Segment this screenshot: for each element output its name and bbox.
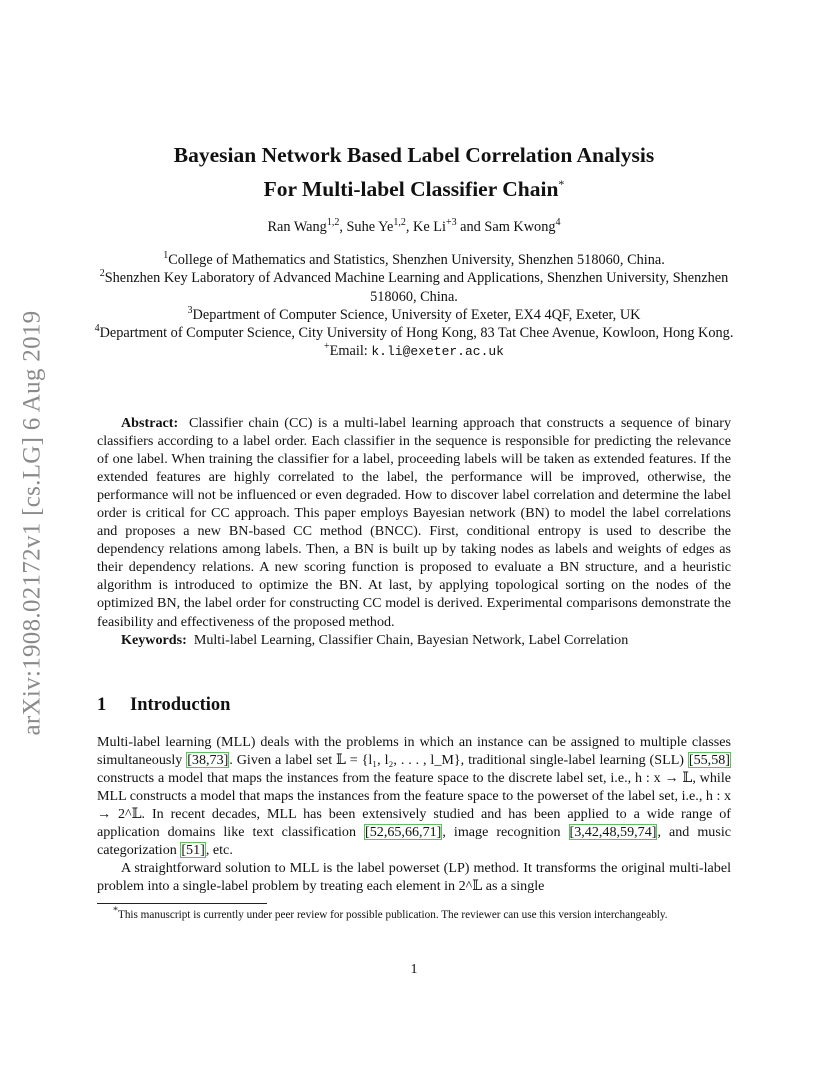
affiliation-4-text: Department of Computer Science, City University of Hong Kong, 83 Tat Chee Avenue, Kowloon, Hong Kong. [99, 325, 734, 342]
abstract-text: Classifier chain (CC) is a multi-label learning approach that constructs a sequence of binary classifiers according to a label order. Each classifier in the sequence is responsible for predicting the relevance of one label. When training the classifier for a label, proceeding labels will be taken as extended features. If the extended features are highly correlated to the label, the performance will be improved, otherwise, the performance will not be influenced or even degraded. How to discover label correlation and determine the label order is critical for CC approach. This paper employs Bayesian network (BN) to model the label correlations and proposes a new BN-based CC method (BNCC). First, conditional entropy is used to describe the dependency relations among labels. Then, a BN is built up by taking nodes as labels and weights of edges as their dependency relations. A new scoring function is proposed to evaluate a BN structure, and a heuristic algorithm is introduced to optimize the BN. At last, by applying topological sorting on the nodes of the optimized BN, the label order for constructing CC model is derived. Experimental comparisons demonstrate the feasibility and effectiveness of the proposed method. [97, 415, 732, 630]
citation-link[interactable]: [51] [181, 842, 205, 859]
email-label: Email: [329, 343, 368, 360]
affiliations [90, 251, 738, 362]
arxiv-identifier-stamp [14, 288, 50, 758]
citation-link[interactable]: [38,73] [187, 752, 229, 769]
author-affiliation-mark: 1,2 [393, 217, 406, 229]
footnote-mark: * [113, 905, 118, 917]
intro-paragraph-1 [97, 733, 731, 859]
affiliation-2-mark: 2 [99, 268, 105, 280]
intro-p1-text: . Given a label set 𝕃 = {l₁, l₂, . . . , l_M}, traditional single-label learning (SLL) [229, 752, 688, 769]
keywords-text: Multi-label Learning, Classifier Chain, Bayesian Network, Label Correlation [193, 631, 629, 648]
affiliation-3-text: Department of Computer Science, University of Exeter, EX4 4QF, Exeter, UK [192, 306, 641, 323]
author-name-text: , Suhe Ye [339, 219, 394, 235]
title-footnote-mark: * [558, 177, 565, 191]
title-line-1: Bayesian Network Based Label Correlation Analysis [173, 143, 655, 167]
affiliation-4 [90, 324, 738, 342]
section-number: 1 [97, 695, 107, 715]
author-name-text: , Ke Li [405, 219, 446, 235]
abstract-label: Abstract: [121, 415, 179, 431]
intro-p1-text: constructs a model that maps the instances from the feature space to the discrete label set, i.e., h : x → 𝕃, while MLL constructs a model that maps the instances from the feature space to the powerset of the label set, i.e., h : x → 2^𝕃. In recent decades, MLL has been extensively studied and has been applied to a wide range of application domains like text classification [97, 770, 731, 841]
author-affiliation-mark: 4 [555, 217, 561, 229]
author-list [80, 217, 748, 237]
section-title: Introduction [130, 695, 231, 715]
affiliation-4-mark: 4 [94, 323, 100, 335]
affiliation-2-text: Shenzhen Key Laboratory of Advanced Machine Learning and Applications, Shenzhen University, Shenzhen 518060, China. [104, 270, 729, 305]
author-affiliation-mark: +3 [445, 217, 457, 229]
author-name-text: and Sam Kwong [456, 219, 556, 235]
intro-p1-text: , and music categorization [97, 824, 732, 859]
footnote [97, 905, 731, 923]
page-number: 1 [410, 962, 418, 977]
affiliation-1-mark: 1 [163, 250, 169, 262]
intro-p1-text: , image recognition [442, 824, 569, 841]
author-name-text: Ran Wang [267, 219, 327, 235]
intro-p1-text: , etc. [205, 842, 233, 859]
affiliation-1 [90, 251, 738, 269]
email-address[interactable]: k.li@exeter.ac.uk [371, 344, 504, 360]
abstract [97, 414, 731, 649]
citation-link[interactable]: [55,58] [688, 752, 730, 769]
author-affiliation-mark: 1,2 [326, 217, 340, 229]
affiliation-3 [90, 306, 738, 324]
email-mark: + [324, 341, 330, 353]
arxiv-identifier-text: arXiv:1908.02172v1 [cs.LG] 6 Aug 2019 [18, 310, 46, 736]
citation-link[interactable]: [3,42,48,59,74] [569, 824, 657, 841]
affiliation-3-mark: 3 [187, 305, 193, 317]
email-line [90, 342, 738, 361]
section-heading-introduction [97, 695, 230, 716]
keywords-line [97, 631, 731, 649]
title-line-2 [80, 170, 748, 204]
keywords-label: Keywords: [121, 631, 187, 648]
introduction-body [97, 733, 731, 895]
footnote-text: This manuscript is currently under peer review for possible publication. The reviewer can use this version interchangeably. [118, 909, 668, 921]
title-line-2-text: For Multi-label Classifier Chain [263, 177, 559, 202]
abstract-paragraph [97, 414, 731, 631]
intro-paragraph-2: A straightforward solution to MLL is the label powerset (LP) method. It transforms the original multi-label problem into a single-label problem by treating each element in 2^𝕃 as a single [97, 860, 731, 895]
citation-link[interactable]: [52,65,66,71] [365, 824, 442, 841]
intro-p1-text: Multi-label learning (MLL) deals with the problems in which an instance can be assigned to multiple classes simultaneously [97, 734, 731, 769]
affiliation-2 [90, 269, 738, 306]
affiliation-1-text: College of Mathematics and Statistics, Shenzhen University, Shenzhen 518060, China. [168, 252, 665, 268]
footnote-divider [97, 903, 267, 904]
paper-title [80, 141, 748, 204]
